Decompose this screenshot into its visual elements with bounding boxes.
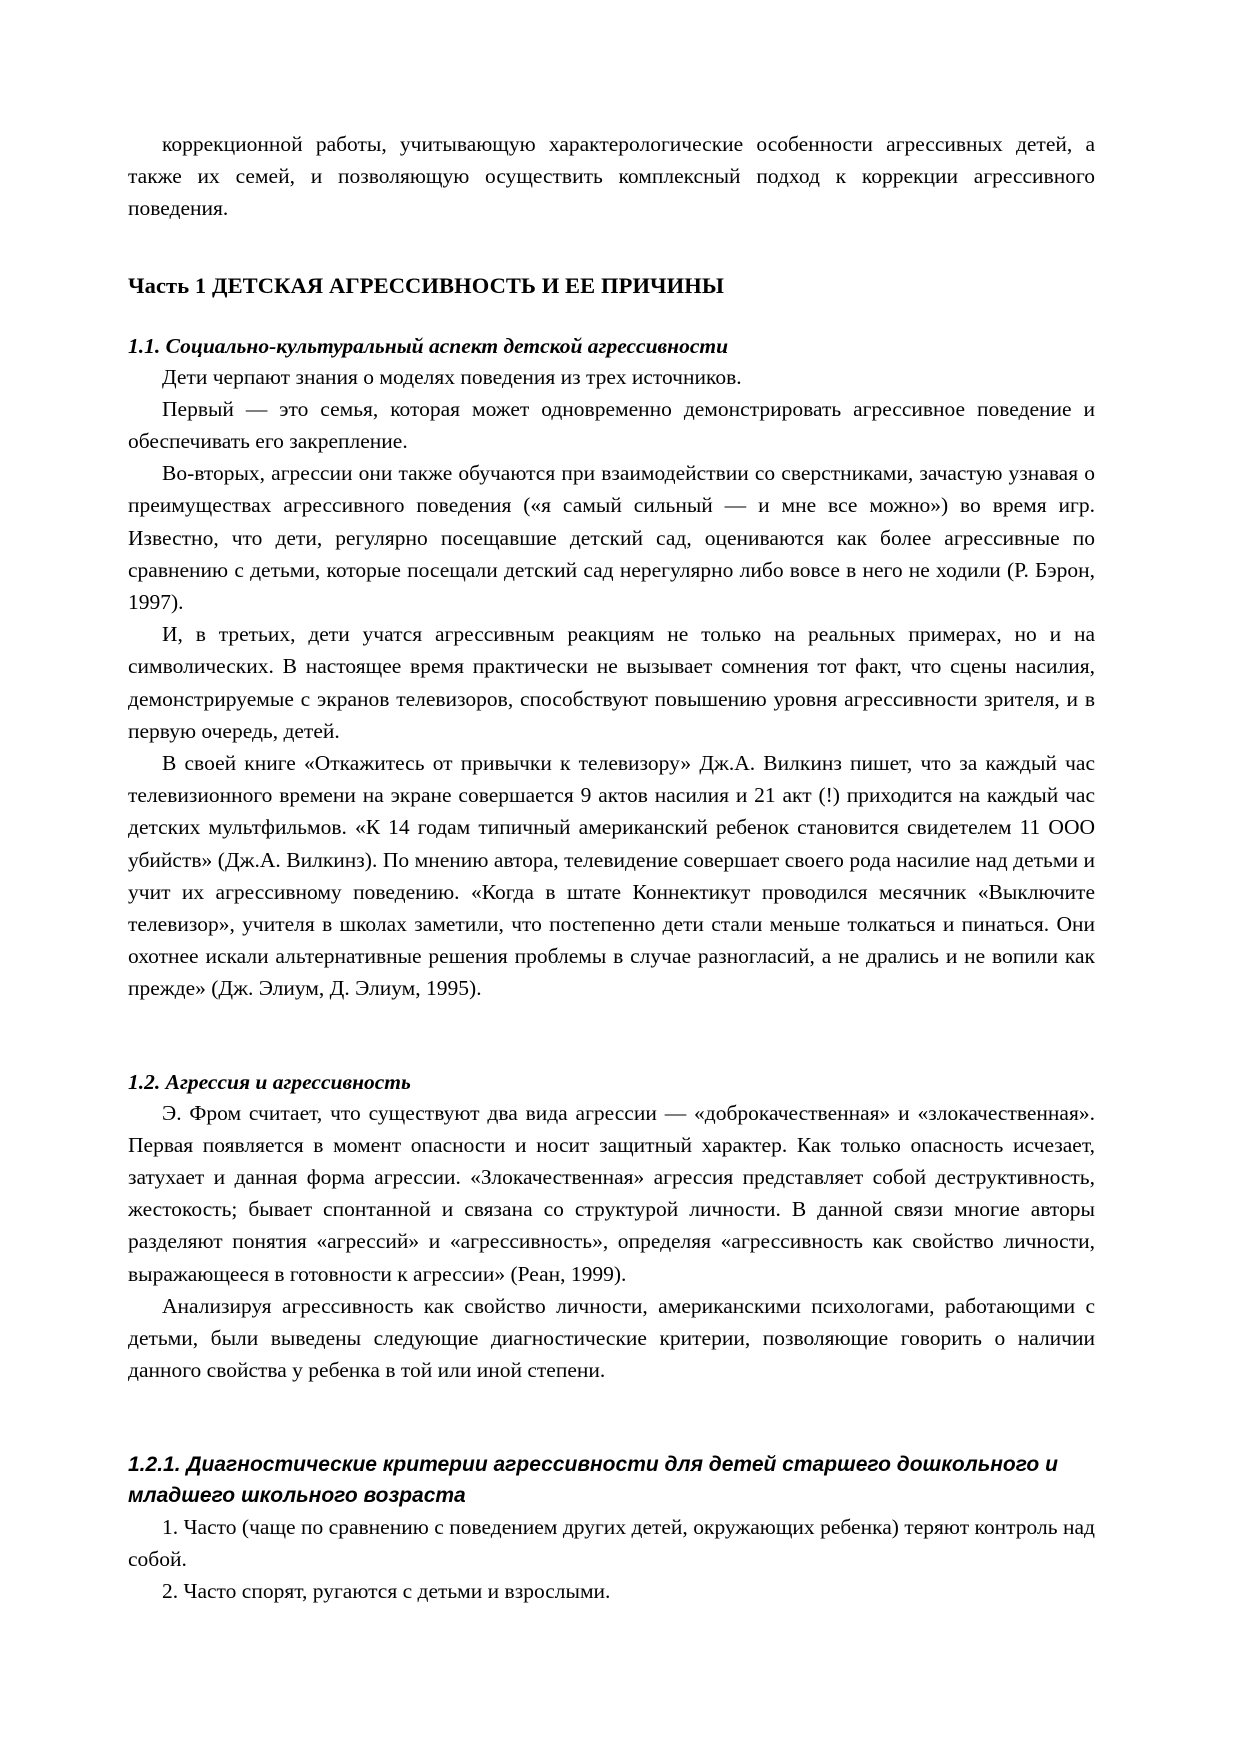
section-1-2-heading: 1.2. Агрессия и агрессивность	[128, 1069, 411, 1094]
criteria-list-item-2: 2. Часто спорят, ругаются с детьми и взрослыми.	[162, 1578, 611, 1603]
section-1-1-paragraph-2: Первый — это семья, которая может одновременно демонстрировать агрессивное поведение и обеспечивать его закрепление.	[128, 396, 1095, 454]
intro-paragraph: коррекционной работы, учитывающую характерологические особенности агрессивных детей, а также их семей, и позволяющую осуществить комплексный подход к коррекции агрессивного поведения.	[128, 132, 1095, 221]
part-1-heading: Часть 1 ДЕТСКАЯ АГРЕССИВНОСТЬ И ЕЕ ПРИЧИНЫ	[128, 272, 725, 298]
section-1-1-paragraph-3: Во-вторых, агрессии они также обучаются при взаимодействии со сверстниками, зачастую узнавая о преимуществах агрессивного поведения («я самый сильный — и мне все можно») во время игр. Известно, что дети, регулярно посещавшие детский сад, оцениваются как более агрессивные по сравнению с детьми, которые посещали детский сад нерегулярно либо вовсе в него не ходили (Р. Бэрон, 1997).	[128, 461, 1095, 615]
section-1-2-paragraph-2: Анализируя агрессивность как свойство личности, американскими психологами, работающими с детьми, были выведены следующие диагностические критерии, позволяющие говорить о наличии данного свойства у ребенка в той или иной степени.	[128, 1293, 1095, 1383]
document-text-column	[128, 128, 1095, 1607]
section-1-1-heading: 1.1. Социально-культуральный аспект детской агрессивности	[128, 333, 729, 358]
spacer-before-part-heading	[128, 225, 1095, 271]
spacer-before-section-1-2	[128, 1005, 1095, 1067]
criteria-list-item-1: 1. Часто (чаще по сравнению с поведением других детей, окружающих ребенка) теряют контроль над собой.	[128, 1514, 1095, 1571]
section-1-1-paragraph-4: И, в третьих, дети учатся агрессивным реакциям не только на реальных примерах, но и на символических. В настоящее время практически не вызывает сомнения тот факт, что сцены насилия, демонстрируемые с экранов телевизоров, способствуют повышению уровня агрессивности зрителя, и в первую очередь, детей.	[128, 622, 1095, 743]
section-1-1-paragraph-5: В своей книге «Откажитесь от привычки к телевизору» Дж.А. Вилкинз пишет, что за каждый час телевизионного времени на экране совершается 9 актов насилия и 21 акт (!) приходится на каждый час детских мультфильмов. «К 14 годам типичный американский ребенок становится свидетелем 11 ООО убийств» (Дж.А. Вилкинз). По мнению автора, телевидение совершает своего рода насилие над детьми и учит их агрессивному поведению. «Когда в штате Коннектикут проводился месячник «Выключите телевизор», учителя в школах заметили, что постепенно дети стали меньше толкаться и пинаться. Они охотнее искали альтернативные решения проблемы в случае разногласий, а не дрались и не вопили как прежде» (Дж. Элиум, Д. Элиум, 1995).	[128, 751, 1095, 1001]
section-1-2-1-heading: 1.2.1. Диагностические критерии агрессивности для детей старшего дошкольного и младшего школьного возраста	[128, 1452, 1058, 1507]
section-1-2-paragraph-1: Э. Фром считает, что существуют два вида агрессии — «доброкачественная» и «злокачественная». Первая появляется в момент опасности и носит защитный характер. Как только опасность исчезает, затухает и данная форма агрессии. «Злокачественная» агрессия представляет собой деструктивность, жестокость; бывает спонтанной и связана со структурой личности. В данной связи многие авторы разделяют понятия «агрессий» и «агрессивность», определяя «агрессивность как свойство личности, выражающееся в готовности к агрессии» (Реан, 1999).	[128, 1100, 1095, 1286]
spacer-before-section-1-2-1	[128, 1387, 1095, 1449]
section-1-1-paragraph-1: Дети черпают знания о моделях поведения из трех источников.	[162, 364, 742, 389]
spacer-after-part-heading	[128, 301, 1095, 331]
